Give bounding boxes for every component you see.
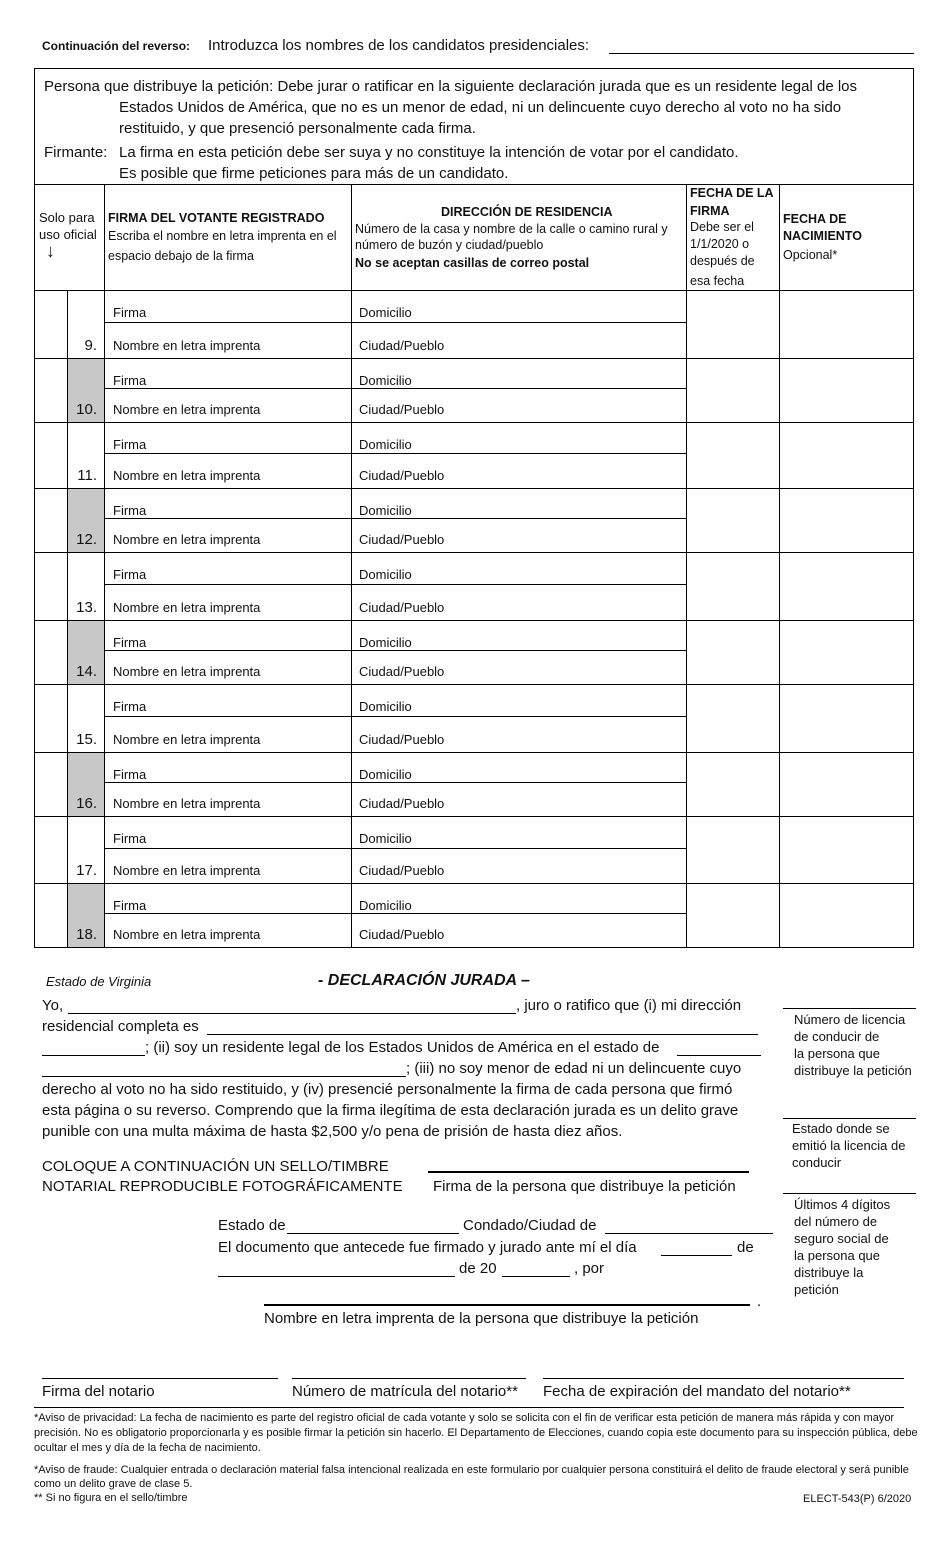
date-header-sub4: esa fecha [690,274,745,288]
signature-field[interactable]: Firma [113,898,147,913]
signature-date-field[interactable] [687,753,779,816]
side-license-2: de conducir de [794,1029,880,1044]
city-field[interactable]: Ciudad/Pueblo [359,927,445,942]
side-license-1: Número de licencia [794,1012,906,1027]
sworn-por: , por [574,1260,605,1277]
signature-date-field[interactable] [687,884,779,947]
dob-header-title2: NACIMIENTO [783,229,862,243]
residence-field[interactable]: Domicilio [359,305,412,320]
printed-name-field[interactable]: Nombre en letra imprenta [113,863,261,878]
signature-date-field[interactable] [687,685,779,752]
city-field[interactable]: Ciudad/Pueblo [359,338,445,353]
condado-line[interactable] [605,1233,773,1234]
residence-address-line[interactable] [207,1034,758,1035]
dob-header-title1: FECHA DE [783,212,847,226]
license-number-line[interactable] [783,1008,916,1009]
distributor-line3: restituido, y que presenció personalmente cada firma. [119,120,476,137]
row-mid-rule [104,518,686,519]
signature-field[interactable]: Firma [113,635,147,650]
notary-seal-instruction-2: NOTARIAL REPRODUCIBLE FOTOGRÁFICAMENTE [42,1178,403,1195]
row-number: 18. [76,926,97,943]
date-header-sub2: 1/1/2020 o [690,237,750,251]
ssn-line[interactable] [783,1193,916,1194]
distributor-signature-line[interactable] [428,1171,749,1173]
residence-field[interactable]: Domicilio [359,567,412,582]
row-number: 13. [76,599,97,616]
row-rule [35,947,913,948]
signature-date-field[interactable] [687,817,779,883]
row-number: 14. [76,663,97,680]
residence-field[interactable]: Domicilio [359,699,412,714]
city-field[interactable]: Ciudad/Pueblo [359,664,445,679]
row-mid-rule [104,322,686,323]
signature-field[interactable]: Firma [113,437,147,452]
sig-header-title: FIRMA DEL VOTANTE REGISTRADO [108,211,325,225]
side-ssn-5: distribuye la [794,1265,864,1280]
distributor-label: Persona que distribuye la petición: Debe jurar o ratificar en la siguiente declaración jurada que es un residente legal de los [44,78,858,95]
birth-date-field[interactable] [780,685,913,752]
row-mid-rule [104,584,686,585]
row-mid-rule [104,453,686,454]
notary-signature-line[interactable] [42,1378,278,1379]
notary-signature-label: Firma del notario [42,1383,155,1400]
sworn-year-label: de 20 [459,1260,497,1277]
header-top-rule [35,184,913,185]
fraud-note-1: *Aviso de fraude: Cualquier entrada o declaración material falsa intencional realizada en este formulario por cualquier persona constituirá el delito de fraude electoral y será punible [34,1464,909,1476]
printed-name-field[interactable]: Nombre en letra imprenta [113,468,261,483]
row-number: 15. [76,731,97,748]
footer-rule [34,1407,904,1408]
date-header-sub1: Debe ser el [690,220,754,234]
dob-header-sub: Opcional* [783,248,838,262]
date-header-title1: FECHA DE LA [690,186,774,200]
city-field[interactable]: Ciudad/Pueblo [359,402,445,417]
distributor-line2: Estados Unidos de América, que no es un menor de edad, ni un delincuente cuyo derecho al voto no ha sido [119,99,842,116]
signature-field[interactable]: Firma [113,305,147,320]
row-mid-rule [104,716,686,717]
side-ssn-1: Últimos 4 dígitos [794,1197,891,1212]
side-license-3: la persona que [794,1046,881,1061]
affiant-name-line[interactable] [68,1013,516,1014]
date-header-title2: FIRMA [690,204,730,218]
printed-name-period: . [757,1293,762,1310]
sworn-de: de [737,1239,754,1256]
notary-expiration-line[interactable] [543,1378,904,1379]
form-id: ELECT-543(P) 6/2020 [803,1493,912,1505]
city-field[interactable]: Ciudad/Pueblo [359,468,445,483]
signature-field[interactable]: Firma [113,567,147,582]
birth-date-field[interactable] [780,753,913,816]
city-field[interactable]: Ciudad/Pueblo [359,796,445,811]
birth-date-field[interactable] [780,489,913,552]
fraud-note-2: como un delito grave de clase 5. [34,1478,193,1490]
side-state-1: Estado donde se [792,1121,890,1136]
signature-field[interactable]: Firma [113,503,147,518]
printed-name-field[interactable]: Nombre en letra imprenta [113,796,261,811]
official-label-2: uso oficial [39,227,97,242]
side-ssn-3: seguro social de [794,1231,889,1246]
residence-field[interactable]: Domicilio [359,437,412,452]
row-mid-rule [104,650,686,651]
birth-date-field[interactable] [780,621,913,684]
down-arrow-icon: ↓ [46,241,55,261]
signature-date-field[interactable] [687,553,779,620]
month-line[interactable] [218,1276,455,1277]
signer-line1: La firma en esta petición debe ser suya y no constituye la intención de votar por el candidato. [119,144,739,161]
affidavit-line7: punible con una multa máxima de hasta $2,500 y/o pena de prisión de hasta diez años. [42,1123,623,1140]
signature-date-field[interactable] [687,621,779,684]
affidavit-line6: esta página o su reverso. Comprendo que la firma ilegítima de esta declaración jurada es un delito grave [42,1102,739,1119]
col-rule-sig [104,184,105,947]
residence-field[interactable]: Domicilio [359,898,412,913]
row-number: 17. [76,862,97,879]
addr-header-sub1: Número de la casa y nombre de la calle o camino rural y [355,222,668,236]
printed-name-field[interactable]: Nombre en letra imprenta [113,927,261,942]
affidavit-line2: residencial completa es [42,1018,199,1035]
residence-field[interactable]: Domicilio [359,503,412,518]
row-mid-rule [104,913,686,914]
row-number: 12. [76,531,97,548]
distributor-signature-label: Firma de la persona que distribuye la petición [433,1178,736,1195]
city-field[interactable]: Ciudad/Pueblo [359,863,445,878]
birth-date-field[interactable] [780,423,913,488]
candidates-prompt: Introduzca los nombres de los candidatos presidenciales: [208,37,590,54]
seal-note: ** Si no figura en el sello/timbre [34,1492,188,1504]
addr-header-sub2: número de buzón y ciudad/pueblo [355,238,544,252]
condado-label: Condado/Ciudad de [463,1217,597,1234]
residence-address-line-2[interactable] [42,1055,145,1056]
signature-date-field[interactable] [687,489,779,552]
affidavit-line1b: , juro o ratifico que (i) mi dirección [516,997,742,1014]
signature-table [34,68,914,948]
row-mid-rule [104,388,686,389]
row-number: 9. [84,337,97,354]
estado-line[interactable] [287,1233,459,1234]
residence-field[interactable]: Domicilio [359,373,412,388]
continuation-label: Continuación del reverso: [42,39,191,53]
signature-field[interactable]: Firma [113,831,147,846]
affidavit-line4: ; (iii) no soy menor de edad ni un delincuente cuyo [406,1060,742,1077]
addr-header-sub3: No se aceptan casillas de correo postal [355,256,590,270]
side-license-4: distribuye la petición [794,1063,912,1078]
residence-field[interactable]: Domicilio [359,635,412,650]
printed-name-field[interactable]: Nombre en letra imprenta [113,338,261,353]
official-label-1: Solo para [39,210,95,225]
side-ssn-6: petición [794,1282,839,1297]
signature-field[interactable]: Firma [113,699,147,714]
signature-date-field[interactable] [687,291,779,358]
notary-seal-instruction-1: COLOQUE A CONTINUACIÓN UN SELLO/TIMBRE [42,1158,389,1175]
side-ssn-2: del número de [794,1214,878,1229]
signer-label: Firmante: [44,144,108,161]
row-mid-rule [104,848,686,849]
privacy-note-1: *Aviso de privacidad: La fecha de nacimiento es parte del registro oficial de cada votante y solo se solicita con el fin de verificar esta petición de manera más rápida y con mayor [34,1412,895,1424]
affidavit-line1a: Yo, [42,997,64,1014]
day-line[interactable] [661,1255,732,1256]
row-number: 10. [76,401,97,418]
row-number: 11. [77,467,97,484]
printed-name-field[interactable]: Nombre en letra imprenta [113,664,261,679]
signature-date-field[interactable] [687,359,779,422]
sig-header-sub2: espacio debajo de la firma [108,249,254,263]
city-field[interactable]: Ciudad/Pueblo [359,600,445,615]
state-line[interactable] [677,1055,761,1056]
side-state-3: conducir [792,1155,842,1170]
residence-field[interactable]: Domicilio [359,767,412,782]
affidavit-line5: derecho al voto no ha sido restituido, y (iv) presencié personalmente la firma de cada persona que firmó [42,1081,733,1098]
city-field[interactable]: Ciudad/Pueblo [359,532,445,547]
printed-name-label: Nombre en letra imprenta de la persona que distribuye la petición [264,1310,699,1327]
city-field[interactable]: Ciudad/Pueblo [359,732,445,747]
signature-field[interactable]: Firma [113,373,147,388]
side-state-2: emitió la licencia de [792,1138,906,1153]
printed-name-line[interactable] [264,1304,750,1306]
birth-date-field[interactable] [780,291,913,358]
sworn-line1: El documento que antecede fue firmado y jurado ante mí el día [218,1239,637,1256]
affidavit-title: - DECLARACIÓN JURADA – [318,972,530,989]
notary-expiration-label: Fecha de expiración del mandato del notario** [543,1383,851,1400]
birth-date-field[interactable] [780,553,913,620]
signature-date-field[interactable] [687,423,779,488]
year-line[interactable] [502,1276,570,1277]
candidates-input-line[interactable] [609,53,914,54]
privacy-note-2: precisión. No es obligatorio proporcionarla y es posible firmar la petición sin hacerlo. El Departamento de Elecciones, cuando copia este documento para su inspección pública, debe [34,1427,918,1439]
notary-registration-label: Número de matrícula del notario** [292,1383,518,1400]
signer-line2: Es posible que firme peticiones para más de un candidato. [119,165,509,182]
birth-date-field[interactable] [780,817,913,883]
printed-name-field[interactable]: Nombre en letra imprenta [113,600,261,615]
state-line-2[interactable] [42,1076,406,1077]
addr-header-title: DIRECCIÓN DE RESIDENCIA [441,205,613,219]
side-ssn-4: la persona que [794,1248,881,1263]
notary-registration-line[interactable] [292,1378,526,1379]
col-rule-addr [351,184,352,947]
affidavit-line3: ; (ii) soy un residente legal de los Estados Unidos de América en el estado de [145,1039,660,1056]
date-header-sub3: después de [690,254,755,268]
printed-name-field[interactable]: Nombre en letra imprenta [113,532,261,547]
estado-de-label: Estado de [218,1217,286,1234]
birth-date-field[interactable] [780,359,913,422]
row-mid-rule [104,782,686,783]
printed-name-field[interactable]: Nombre en letra imprenta [113,402,261,417]
row-number: 16. [76,795,97,812]
signature-field[interactable]: Firma [113,767,147,782]
license-state-line[interactable] [783,1118,916,1119]
privacy-note-3: ocultar el mes y día de la fecha de nacimiento. [34,1442,261,1454]
residence-field[interactable]: Domicilio [359,831,412,846]
printed-name-field[interactable]: Nombre en letra imprenta [113,732,261,747]
affidavit-state: Estado de Virginia [46,974,152,989]
sig-header-sub1: Escriba el nombre en letra imprenta en el [108,229,337,243]
birth-date-field[interactable] [780,884,913,947]
